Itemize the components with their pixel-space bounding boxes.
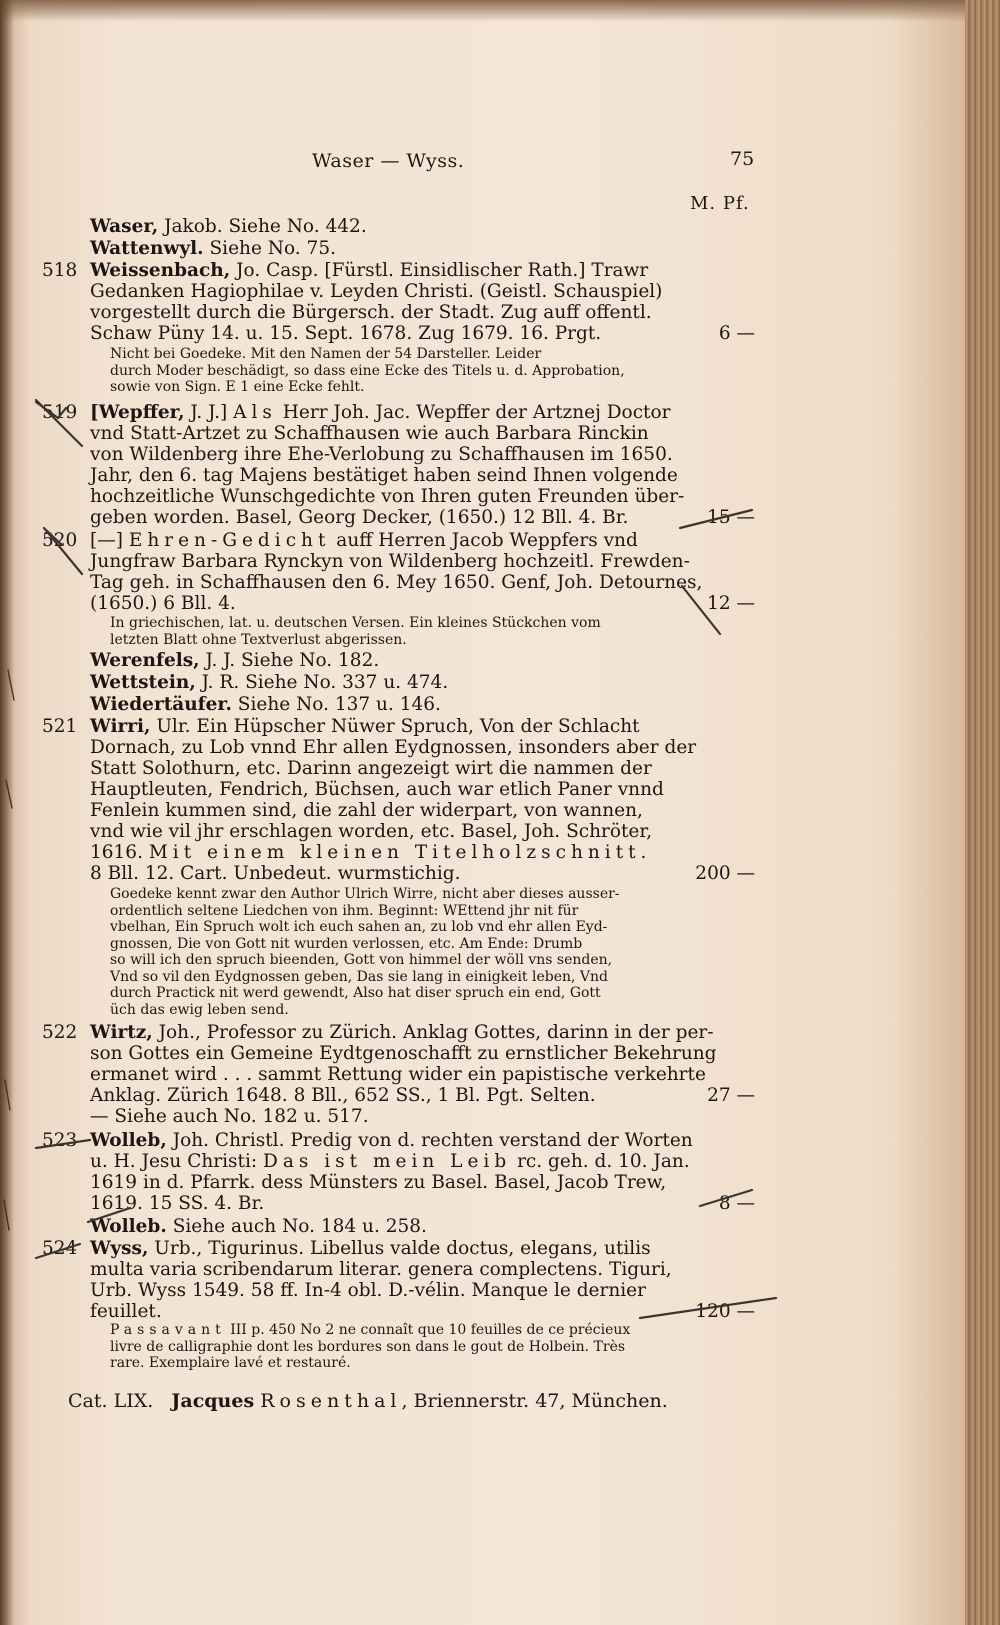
- entry-text: Siehe No. 75.: [203, 238, 336, 259]
- page-gutter-shadow: [0, 0, 14, 1625]
- page-top-shadow: [0, 0, 965, 22]
- entry-number-523: 523: [42, 1130, 78, 1151]
- price: 8 —: [718, 1193, 755, 1214]
- price: 6 —: [718, 323, 755, 344]
- dealer-address: , Briennerstr. 47, München.: [401, 1390, 668, 1412]
- entry-521-note: Goedeke kennt zwar den Author Ulrich Wirre, nicht aber dieses ausser- ordentlich seltene Liedchen von ihm. Beginnt: WEttend jhr nit für vbelhan, Ein Spruch wolt ich euch sahen an, zu lob vnd ehr allen Eyd- gnossen, Die von Gott nit wurden verlossen, etc. Am Ende: Drumb so will ich den spruch bieenden, Gott von himmel der wöll vns senden, Vnd so vil den Eydgnossen geben, Das sie lang in einigkeit leben, Vnd durch Practick nit werd gewendt, Also hat diser spruch ein end, Gott üch das ewig leben send.: [110, 886, 620, 1018]
- entry-521: [90, 716, 755, 884]
- entry-line: Urb. Wyss 1549. 58 ff. In-4 obl. D.-vélin. Manque le dernier: [90, 1280, 646, 1301]
- entry-line: Tag geh. in Schaffhausen den 6. Mey 1650. Genf, Joh. Detournes,: [90, 572, 703, 593]
- entry-name: Waser,: [90, 216, 159, 237]
- entry-number-524: 524: [42, 1238, 78, 1259]
- catalog-footer: [68, 1390, 668, 1412]
- entry-518-note: Nicht bei Goedeke. Mit den Namen der 54 Darsteller. Leider durch Moder beschädigt, so dass eine Ecke des Titels u. d. Approbation, sowie von Sign. E 1 eine Ecke fehlt.: [110, 346, 625, 395]
- entry-name: Wyss,: [90, 1238, 149, 1259]
- entry-name: Werenfels,: [90, 650, 200, 671]
- entry-wolleb-see-also: Wolleb. Siehe auch No. 184 u. 258.: [90, 1216, 427, 1237]
- entry-line: Jahr, den 6. tag Majens bestätiget haben seind Ihnen volgende: [90, 465, 678, 486]
- entry-name: Wolleb.: [90, 1216, 167, 1237]
- entry-line: [—] Ehren-Gedicht auff Herren Jacob Weppfers vnd: [90, 530, 638, 551]
- entry-line: hochzeitliche Wunschgedichte von Ihren guten Freunden über-: [90, 486, 685, 507]
- entry-line: u. H. Jesu Christi: Das ist mein Leib rc. geh. d. 10. Jan.: [90, 1151, 690, 1172]
- entry-line: (1650.) 6 Bll. 4. 12 —: [90, 593, 755, 614]
- entry-line: Gedanken Hagiophilae v. Leyden Christi. (Geistl. Schauspiel): [90, 281, 663, 302]
- entry-line: vnd Statt-Artzet zu Schaffhausen wie auch Barbara Rinckin: [90, 423, 649, 444]
- entry-number-521: 521: [42, 716, 78, 737]
- price: 15 —: [707, 507, 755, 528]
- entry-line: vnd wie vil jhr erschlagen worden, etc. Basel, Joh. Schröter,: [90, 821, 653, 842]
- entry-name: Wolleb,: [90, 1130, 167, 1151]
- entry-line: feuillet. 120 —: [90, 1301, 755, 1322]
- price: 27 —: [707, 1085, 755, 1106]
- entry-line: 8 Bll. 12. Cart. Unbedeut. wurmstichig. 200 —: [90, 863, 755, 884]
- entry-name: Weissenbach,: [90, 260, 231, 281]
- entry-werenfels: Werenfels, J. J. Siehe No. 182.: [90, 650, 380, 671]
- entry-line: [Wepffer, J. J.] Als Herr Joh. Jac. Wepffer der Artznej Doctor: [90, 402, 671, 423]
- entry-waser: [90, 216, 755, 237]
- entry-line: Hauptleuten, Fendrich, Büchsen, auch war etlich Paner vnnd: [90, 779, 664, 800]
- entry-520: [90, 530, 755, 614]
- entry-text: Jakob. Siehe No. 442.: [158, 216, 367, 237]
- entry-line: vorgestellt durch die Bürgersch. der Stadt. Zug auff offentl.: [90, 302, 652, 323]
- entry-line: — Siehe auch No. 182 u. 517.: [90, 1106, 369, 1127]
- entry-line: geben worden. Basel, Georg Decker, (1650.) 12 Bll. 4. Br. 15 —: [90, 507, 755, 528]
- entry-name: Wiedertäufer.: [90, 694, 232, 715]
- entry-line: Jungfraw Barbara Rynckyn von Wildenberg hochzeitl. Frewden-: [90, 551, 690, 572]
- entry-line: Schaw Püny 14. u. 15. Sept. 1678. Zug 1679. 16. Prgt. 6 —: [90, 323, 755, 344]
- book-binding-edge: [965, 0, 1000, 1625]
- entry-number-520: 520: [42, 530, 78, 551]
- currency-header: M. Pf.: [690, 193, 750, 214]
- entry-line: multa varia scribendarum literar. genera complectens. Tiguri,: [90, 1259, 672, 1280]
- entry-line: 1619 in d. Pfarrk. dess Münsters zu Basel. Basel, Jacob Trew,: [90, 1172, 667, 1193]
- entry-line: son Gottes ein Gemeine Eydtgenoschafft zu ernstlicher Bekehrung: [90, 1043, 717, 1064]
- entry-wattenwyl: [90, 238, 755, 259]
- entry-name: Wirri,: [90, 716, 151, 737]
- entry-524: [90, 1238, 755, 1322]
- entry-line: Wolleb, Joh. Christl. Predig von d. rechten verstand der Worten: [90, 1130, 693, 1151]
- entry-518: [90, 260, 755, 344]
- entry-519: [90, 402, 755, 528]
- page-number: 75: [730, 148, 755, 170]
- entry-name: Wattenwyl.: [90, 238, 204, 259]
- entry-520-note: In griechischen, lat. u. deutschen Versen. Ein kleines Stückchen vom letzten Blatt ohne Textverlust abgerissen.: [110, 615, 601, 648]
- entry-number-522: 522: [42, 1022, 78, 1043]
- entry-line: Wirtz, Joh., Professor zu Zürich. Anklag Gottes, darinn in der per-: [90, 1022, 714, 1043]
- dealer-first-name: Jacques: [171, 1390, 255, 1412]
- entry-line: Statt Solothurn, etc. Darinn angezeigt wirt die nammen der: [90, 758, 652, 779]
- price: 12 —: [707, 593, 755, 614]
- price: 120 —: [695, 1301, 755, 1322]
- entry-line: Wyss, Urb., Tigurinus. Libellus valde doctus, elegans, utilis: [90, 1238, 651, 1259]
- price: 200 —: [695, 863, 755, 884]
- entry-line: 1619. 15 SS. 4. Br. 8 —: [90, 1193, 755, 1214]
- entry-name: Wettstein,: [90, 672, 196, 693]
- entry-line: Anklag. Zürich 1648. 8 Bll., 652 SS., 1 Bl. Pgt. Selten. 27 —: [90, 1085, 755, 1106]
- entry-name: [Wepffer,: [90, 402, 185, 423]
- catalog-number: Cat. LIX.: [68, 1390, 154, 1412]
- entry-number-519: 519: [42, 402, 78, 423]
- entry-line: Fenlein kummen sind, die zahl der widerpart, von wannen,: [90, 800, 643, 821]
- entry-wiedertaeufer: Wiedertäufer. Siehe No. 137 u. 146.: [90, 694, 441, 715]
- running-head: Waser — Wyss.: [312, 150, 465, 172]
- entry-number-518: 518: [42, 260, 78, 281]
- entry-522: [90, 1022, 755, 1127]
- entry-line: ermanet wird . . . sammt Rettung wider ein papistische verkehrte: [90, 1064, 706, 1085]
- entry-line: Weissenbach, Jo. Casp. [Fürstl. Einsidlischer Rath.] Trawr: [90, 260, 649, 281]
- entry-line: 1616. Mit einem kleinen Titelholzschnitt.: [90, 842, 652, 863]
- entry-line: Wirri, Ulr. Ein Hüpscher Nüwer Spruch, Von der Schlacht: [90, 716, 640, 737]
- entry-line: von Wildenberg ihre Ehe-Verlobung zu Schaffhausen im 1650.: [90, 444, 673, 465]
- entry-name: Wirtz,: [90, 1022, 153, 1043]
- entry-523: [90, 1130, 755, 1214]
- entry-line: Dornach, zu Lob vnnd Ehr allen Eydgnossen, insonders aber der: [90, 737, 697, 758]
- dealer-last-name: Rosenthal: [260, 1390, 402, 1412]
- entry-wettstein: Wettstein, J. R. Siehe No. 337 u. 474.: [90, 672, 449, 693]
- entry-524-note: Passavant III p. 450 No 2 ne connaît que 10 feuilles de ce précieux livre de calligraphie dont les bordures son dans le gout de Holbein. Très rare. Exemplaire lavé et restauré.: [110, 1322, 631, 1371]
